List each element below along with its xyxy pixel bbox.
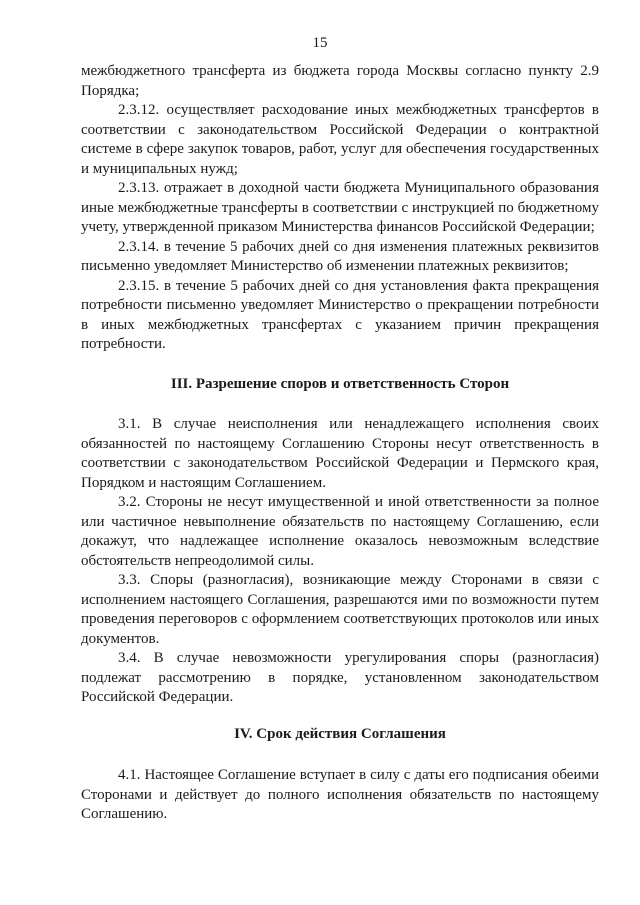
paragraph-3-4: 3.4. В случае невозможности урегулирования споры (разногласия) подлежат рассмотрению в порядке, установленном законодательством Российской Федерации. [81, 650, 599, 705]
paragraph-2-3-14: 2.3.14. в течение 5 рабочих дней со дня изменения платежных реквизитов письменно уведомляет Министерство об изменении платежных реквизитов; [81, 238, 599, 274]
page-number: 15 [312, 35, 328, 51]
section-4-heading: IV. Срок действия Соглашения [234, 725, 446, 742]
paragraph-3-1: 3.1. В случае неисполнения или ненадлежащего исполнения своих обязанностей по настоящему Соглашению Стороны несут ответственность в соответствии с законодательством Российской Федерации и Пермского края, Порядком и настоящим Соглашением. [81, 416, 599, 491]
paragraph-continuation: межбюджетного трансферта из бюджета города Москвы согласно пункту 2.9 Порядка; [81, 63, 599, 99]
paragraph-3-2: 3.2. Стороны не несут имущественной и иной ответственности за полное или частичное невыполнение обязательств по настоящему Соглашению, если докажут, что надлежащее исполнение оказалось невозможным вследствие обстоятельств непреодолимой силы. [81, 494, 599, 569]
paragraph-3-3: 3.3. Споры (разногласия), возникающие между Сторонами в связи с исполнением настоящего Соглашения, разрешаются ими по возможности путем проведения переговоров с оформлением соответствующих протоколов или иных документов. [81, 572, 599, 647]
paragraph-4-1: 4.1. Настоящее Соглашение вступает в силу с даты его подписания обеими Сторонами и действует до полного исполнения обязательств по настоящему Соглашению. [81, 767, 599, 822]
paragraph-2-3-13: 2.3.13. отражает в доходной части бюджета Муниципального образования иные межбюджетные трансферты в соответствии с инструкцией по бюджетному учету, утвержденной приказом Министерства финансов Российской Федерации; [81, 180, 599, 235]
section-3-heading: III. Разрешение споров и ответственность Сторон [170, 375, 510, 392]
paragraph-2-3-15: 2.3.15. в течение 5 рабочих дней со дня установления факта прекращения потребности письменно уведомляет Министерство о прекращении потребности в иных межбюджетных трансфертах с указанием причин прекращения потребности. [81, 277, 599, 352]
document-body [81, 62, 599, 825]
paragraph-2-3-12: 2.3.12. осуществляет расходование иных межбюджетных трансфертов в соответствии с законодательством Российской Федерации о контрактной системе в сфере закупок товаров, работ, услуг для обеспечения государственных и муниципальных нужд; [81, 102, 599, 177]
